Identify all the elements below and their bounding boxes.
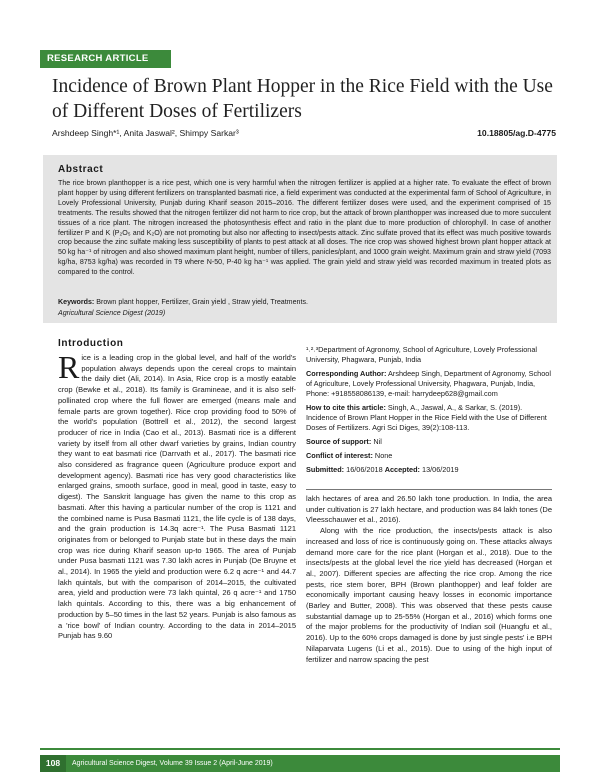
submitted-date: 16/06/2018 — [346, 465, 383, 474]
drop-cap: R — [58, 349, 80, 385]
author-list: Arshdeep Singh*¹, Anita Jaswal², Shimpy Sarkar³ — [52, 128, 239, 138]
support-label: Source of support: — [306, 437, 372, 446]
article-meta — [306, 345, 552, 479]
corresponding-label: Corresponding Author: — [306, 369, 387, 378]
introduction-text — [58, 349, 296, 642]
source-of-support — [306, 437, 552, 447]
submitted-label: Submitted: — [306, 465, 345, 474]
citation-text: Singh, A., Jaswal, A., & Sarkar, S. (2019). Incidence of Brown Plant Hopper in the Rice Field with the Use of Different Doses of Fertilizers. Agri Sci Diges, 39(2):108-113. — [306, 403, 547, 432]
article-title: Incidence of Brown Plant Hopper in the Rice Field with the Use of Different Doses of Fertilizers — [52, 76, 553, 122]
page-number: 108 — [40, 755, 66, 772]
abstract-heading: Abstract — [58, 164, 104, 175]
abstract-body: The rice brown planthopper is a rice pest, which one is very harmful when the nitrogen fertilizer is applied at a higher rate. To evaluate the effect of brown plant hopper by using different fertilizers on transplanted basmati rice, a field experiment was conducted at the experimental farm of School of Agriculture, in Lovely Professional University, Punjab during Kharif season 2015–2016. The different fertilizer doses were used, and the experiment comprised of 15 treatments. The results showed that the nitrogen fertilizer did not harm to rice crop, but the attack of brown planthopper was increased due to more succulent tissues of a rice plant. The nitrogen increased the photosynthesis effect and ratio in the plant due to more production of chlorophyll. In case of another fertilizer P and K (P₂O₅ and K₂O) are not promoting but also nor affecting to insect/pests attack. Zinc sulfate proved that its effect was much positive towards crop because the zinc sulfate making less susceptibility of plants to pest attack at all doses. The rice crop was showed highest brown plant hopper attack at 50 kg ha⁻¹ of nitrogen and also showed maximum plant height, number of tillers, panicles/plant, and 1000 grain weight. Maximum grain and straw yield (7093 kg/ha, 8753 kg/ha) was recorded in T9 where N-50, P-40 kg ha⁻¹ was applied. The grain yield and straw yield was recorded maximum in treated plots as compared to the control. — [58, 179, 551, 277]
corresponding-author — [306, 369, 552, 399]
affiliation: ¹˒²˒³Department of Agronomy, School of Agriculture, Lovely Professional University, Phagwara, Punjab, India — [306, 345, 538, 364]
conflict-label: Conflict of interest: — [306, 451, 373, 460]
keywords-label: Keywords: — [58, 298, 95, 306]
citation-label: How to cite this article: — [306, 403, 386, 412]
doi[interactable]: 10.18805/ag.D-4775 — [477, 128, 556, 138]
right-column-text — [306, 494, 552, 665]
footer-divider — [40, 748, 560, 750]
corresponding-text: Arshdeep Singh, Department of Agronomy, School of Agriculture, Lovely Professional University, Phagwara, Punjab, India, Phone: +918558086139, e-mail: harrydeep628@gmail.com — [306, 369, 551, 398]
right-paragraph-1: lakh hectares of area and 26.50 lakh tone production. In India, the area under cultivation is 27 lakh hectare, and production was 84 lakh tones (De Vleesschauwer et al., 2016). — [306, 494, 552, 525]
footer-journal: Agricultural Science Digest, Volume 39 Issue 2 (April-June 2019) — [72, 760, 273, 767]
citation — [306, 403, 552, 433]
accepted-date: 13/06/2019 — [422, 465, 459, 474]
keywords-text: Brown plant hopper, Fertilizer, Grain yield , Straw yield, Treatments. — [96, 298, 308, 306]
introduction-heading: Introduction — [58, 338, 124, 349]
keywords-line — [58, 297, 551, 307]
conflict-text: None — [374, 451, 393, 460]
dates — [306, 465, 552, 475]
support-text: Nil — [373, 437, 382, 446]
right-paragraph-2: Along with the rice production, the insects/pests attack is also increased and loss of rice is continuously going on. These attacks always demand more care for the rice plant (Horgan et al., 2018). Due to the insects/pests at the global level the rice yield has decreased (Horgan et al., 2007). Different species are affecting the rice crop. Among the rice pests, rice stem borer, BPH (Brown planthopper) and leaf folder are economically important causing heavy losses in economic importance (Barley and Butter, 2008). This was observed that these pests cause substantial damage up to 25-55% (Horgan et al., 2016) which forms one of the major problems for the productivity of Indian soil (Huangfu et al., 2016). Up to the 60% crops damaged is done by just single pests' i.e BPH Nilaparvata Lugens (Li et al., 2015). Due to using of the high input of fertilizer and narrow spacing the pest — [306, 526, 552, 664]
journal-line: Agricultural Science Digest (2019) — [58, 309, 166, 317]
article-type-label: RESEARCH ARTICLE — [40, 50, 171, 68]
introduction-body: ice is a leading crop in the global level, and half of the world's population always depends upon the cereal crops to maintain the daily diet (Ali, 2014). In Asia, Rice crop is a mostly eatable crop (Bewke et al., 2018). Its family is Gramineae, and it is also self-pollinated crop where the full flower are emerged (means male and female parts are grown together). Rice crop providing food to 50% of the world's population (Bottrell et al., 2012), the second largest producer of rice in India (Cao et al., 2013). Basmati rice is a different variety by itself from all other dwarf varieties by grains, Indian country they want to eat basmati rice (Darrvath et al., 2017). The basmati rice also considered as fragrance queen (Agriculture produce export and development agency). Basmati rice has very good characteristics like enlarged grains, smooth surface, good in meal, good in taste, easy to digest). The Sanskrit language has given the name to this crop as basmati. After this having a particular number of the crop is 1121 and the combined name is Pusa Basmati 1121, the life cycle is of 138 days, and the grain production is 14.3q acre⁻¹. The Pusa Basmati 1121 originates from or belonged to Punjab state but in these days the main crop was rice during Kharif season up-to 1965. The area of Punjab under Pusa basmati 1121 was 7.30 lakh acres in Punjab (De Bruyne et al., 2014). In 1965 the yield and production were 6.2 q acre⁻¹ and 44.7 lakh quintals, but with the comparison of 2014–2015, the cultivated area, yield and production were 73 lakh quintal, 26 q acre⁻¹ and 1750 lakh quintals. According to this, there was a big enhancement of production by 5–50 times in the last 52 years. Punjab is also famous as a 'rice bowl' of Indian country. According to the data in 2014–2015 Punjab has 9.60 — [58, 353, 296, 641]
accepted-label: Accepted: — [384, 465, 420, 474]
meta-divider — [306, 489, 552, 490]
conflict-of-interest — [306, 451, 552, 461]
